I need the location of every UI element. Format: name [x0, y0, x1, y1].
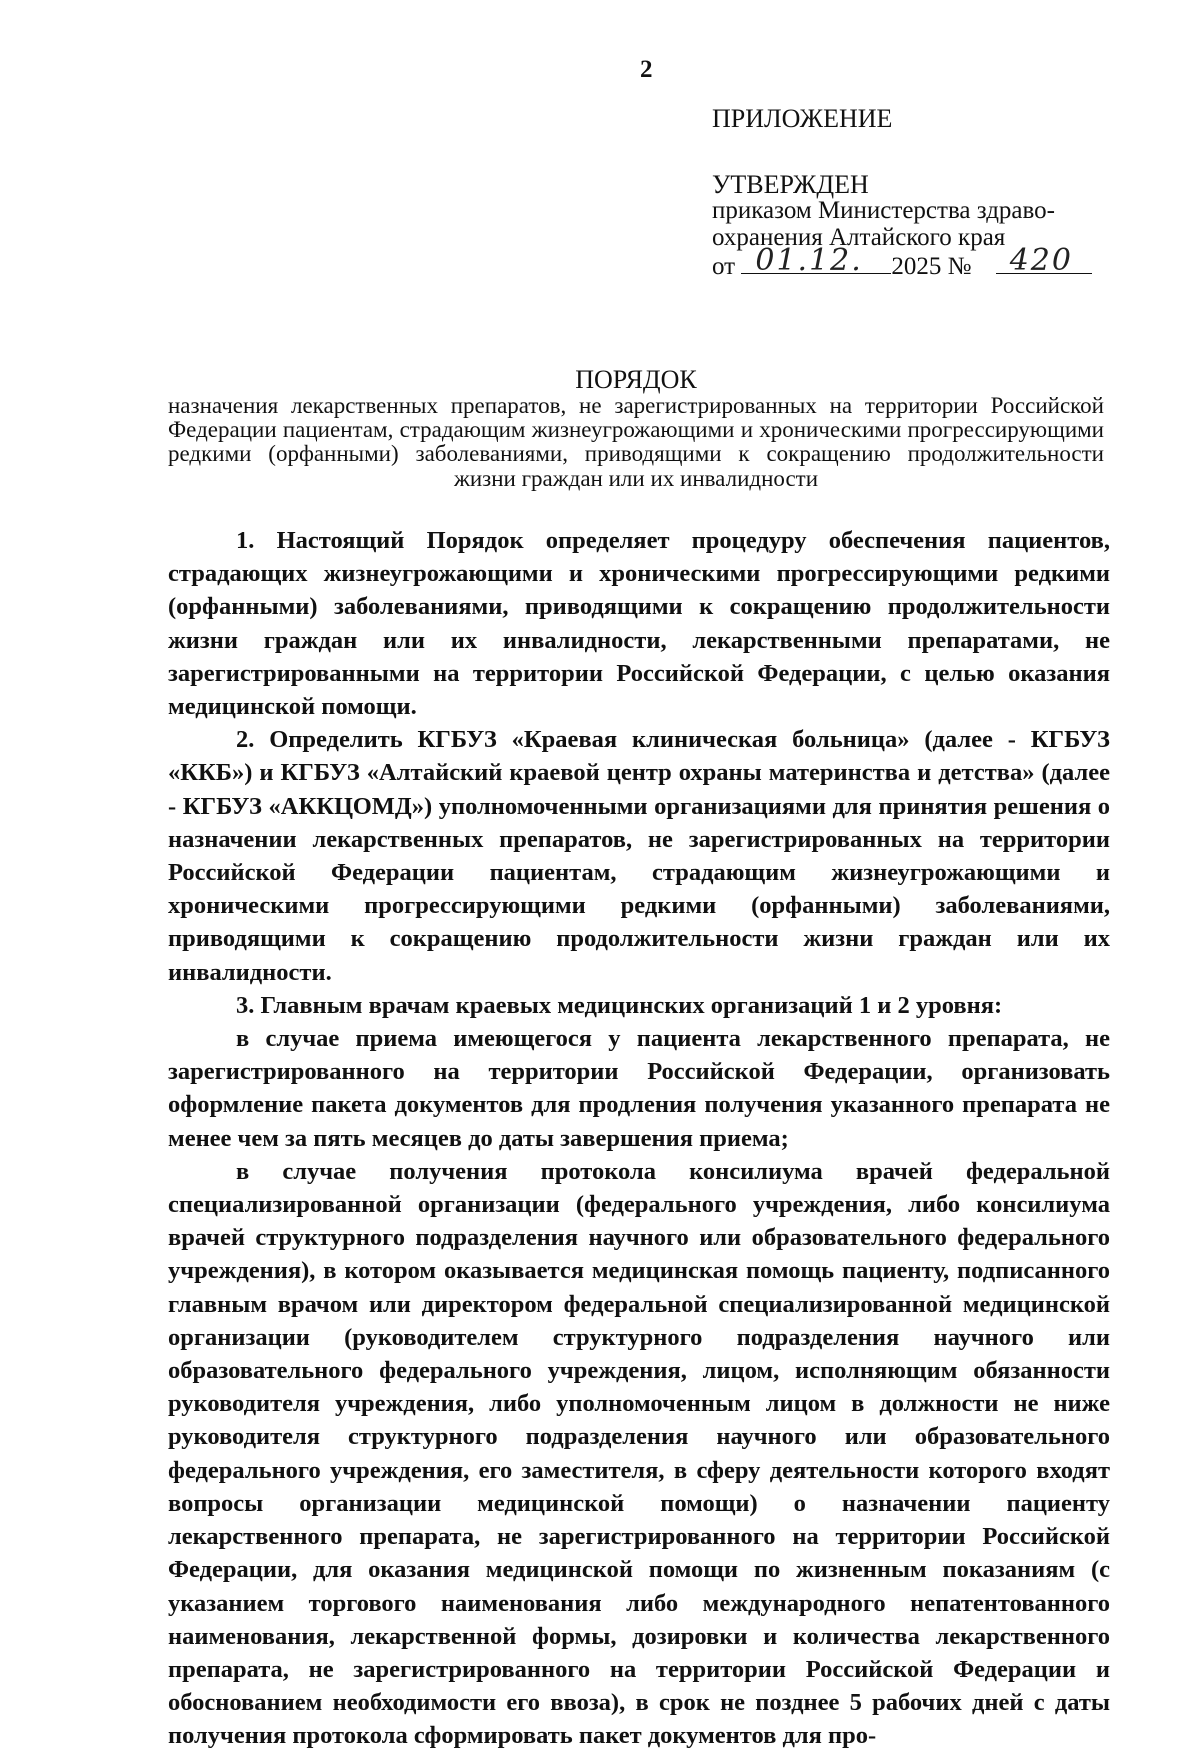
approved-by-line-2: охранения Алтайского края [712, 223, 1006, 251]
order-number-handwritten: 420 [1009, 243, 1073, 279]
page-number: 2 [640, 56, 653, 83]
appendix-title: ПРИЛОЖЕНИЕ [712, 104, 893, 133]
document-heading [168, 366, 1104, 491]
paragraph-2: 2. Определить КГБУЗ «Краевая клиническая больница» (далее - КГБУЗ «ККБ») и КГБУЗ «Алтайский краевой центр охраны материнства и детства» (далее - КГБУЗ «АККЦОМД») уполномоченными организациями для принятия решения о назначении лекарственных препаратов, не зарегистрированных на территории Российской Федерации пациентам, страдающим жизнеугрожающими и хроническими прогрессирующими редкими (орфанными) заболеваниями, приводящими к сокращению продолжительности жизни граждан или их инвалидности. [168, 726, 1110, 986]
order-date-handwritten: 01.12. [755, 243, 863, 279]
paragraph-3-item-1: в случае приема имеющегося у пациента лекарственного препарата, не зарегистрированного на территории Российской Федерации, организовать оформление пакета документов для продления получения указанного препарата не менее чем за пять месяцев до даты завершения приема; [168, 1025, 1110, 1152]
order-prefix: от [712, 252, 736, 280]
order-date-blank [741, 243, 891, 279]
paragraph-1: 1. Настоящий Порядок определяет процедуру обеспечения пациентов, страдающих жизнеугрожающими и хроническими прогрессирующими редкими (орфанными) заболеваниями, приводящими к сокращению продолжительности жизни граждан или их инвалидности, лекарственными препаратами, не зарегистрированными на территории Российской Федерации, с целью оказания медицинской помощи. [168, 527, 1110, 721]
approved-by-line-1: приказом Министерства здраво- [712, 197, 1055, 225]
order-year: 2025 № [891, 252, 972, 280]
document-title: ПОРЯДОК [575, 365, 697, 394]
appendix-block [712, 104, 1192, 280]
order-number-blank [996, 243, 1092, 279]
document-subtitle: назначения лекарственных препаратов, не зарегистрированных на территории Российской Федерации пациентам, страдающим жизнеугрожающими и хроническими прогрессирующими редкими (орфанными) заболеваниями, приводящими к сокращению продолжительности жизни граждан или их инвалидности [168, 392, 1104, 491]
document-body [168, 524, 1110, 1753]
paragraph-3: 3. Главным врачам краевых медицинских организаций 1 и 2 уровня: [236, 991, 1003, 1019]
approved-label: УТВЕРЖДЕН [712, 170, 869, 199]
order-line [712, 243, 1192, 280]
paragraph-3-item-2: в случае получения протокола консилиума врачей федеральной специализированной организации (федерального учреждения, либо консилиума врачей структурного подразделения научного или образовательного федерального учреждения), в котором оказывается медицинская помощь пациенту, подписанного главным врачом или директором федеральной специализированной медицинской организации (руководителем структурного подразделения научного или образовательного федерального учреждения, лицом, исполняющим обязанности руководителя учреждения, либо уполномоченным лицом в должности не ниже руководителя структурного подразделения научного или образовательного федерального учреждения, его заместителя, в сферу деятельности которого входят вопросы организации медицинской помощи) о назначении пациенту лекарственного препарата, не зарегистрированного на территории Российской Федерации, для оказания медицинской помощи по жизненным показаниям (с указанием торгового наименования либо международного непатентованного наименования, лекарственной формы, дозировки и количества лекарственного препарата, не зарегистрированного на территории Российской Федерации и обоснованием необходимости его ввоза), в срок не позднее 5 рабочих дней с даты получения протокола сформировать пакет документов для про- [168, 1157, 1110, 1750]
